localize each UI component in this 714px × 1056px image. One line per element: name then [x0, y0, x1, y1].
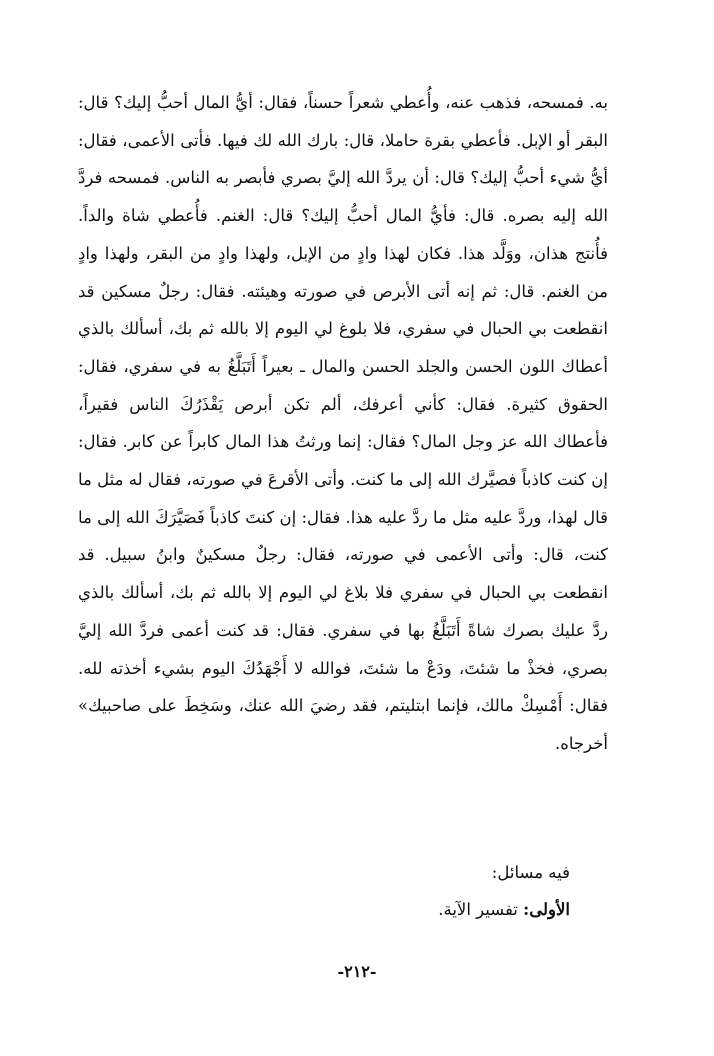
page-number: -٢١٢- — [337, 962, 377, 981]
hadith-text-block — [78, 84, 608, 763]
first-issue-text: تفسير الآية. — [438, 900, 524, 919]
first-issue-label: الأولى: — [523, 900, 570, 919]
issues-heading: فيه مسائل: — [491, 863, 570, 882]
issues-section — [78, 854, 608, 928]
first-issue — [78, 891, 608, 928]
hadith-paragraph: به. فمسحه، فذهب عنه، وأُعطي شعراً حسناً، فقال: أيُّ المال أحبُّ إليك؟ قال: البقر أو الإبل. فأعطي بقرة حاملا، قال: بارك الله لك فيها. فأتى الأعمى، فقال: أيُّ شيء أحبُّ إليك؟ قال: أن يردَّ الله إليَّ بصري فأبصر به الناس. فمسحه فردَّ الله إليه بصره. قال: فأيُّ المال أحبُّ إليك؟ قال: الغنم. فأُعطي شاة والداً. فأُنتج هذان، ووَلَّد هذا. فكان لهذا وادٍ من الإبل، ولهذا وادٍ من البقر، ولهذا وادٍ من الغنم. قال: ثم إنه أتى الأبرص في صورته وهيئته. فقال: رجلٌ مسكين قد انقطعت بي الحبال في سفري، فلا بلوغ لي اليوم إلا بالله ثم بك، أسألك بالذي أعطاك اللون الحسن والجلد الحسن والمال ـ بعيراً أَتَبَلَّغُ به في سفري، فقال: الحقوق كثيرة. فقال: كأني أعرفك، ألم تكن أبرص يَقْذَرُكَ الناس فقيراً، فأعطاك الله عز وجل المال؟ فقال: إنما ورثتُ هذا المال كابراً عن كابر. فقال: إن كنت كاذباً فصيَّرك الله إلى ما كنت. وأتى الأقرعَ في صورته، فقال له مثل ما قال لهذا، وردَّ عليه مثل ما ردَّ عليه هذا. فقال: إن كنتَ كاذباً فَصَيَّرَكَ الله إلى ما كنت، قال: وأتى الأعمى في صورته، فقال: رجلٌ مسكينٌ وابنُ سبيل. قد انقطعت بي الحبال في سفري فلا بلاغ لي اليوم إلا بالله ثم بك، أسألك بالذي ردَّ عليك بصرك شاةً أَتَبَلَّغُ بها في سفري. فقال: قد كنت أعمى فردَّ الله إليَّ بصري، فخذْ ما شئتَ، ودَعْ ما شئتَ، فوالله لا أَجْهَدُكَ اليوم بشيء أخذته لله. فقال: أَمْسِكْ مالك، فإنما ابتليتم، فقد رضيَ الله عنك، وسَخِطَ على صاحبيك» أخرجاه. — [78, 93, 608, 753]
